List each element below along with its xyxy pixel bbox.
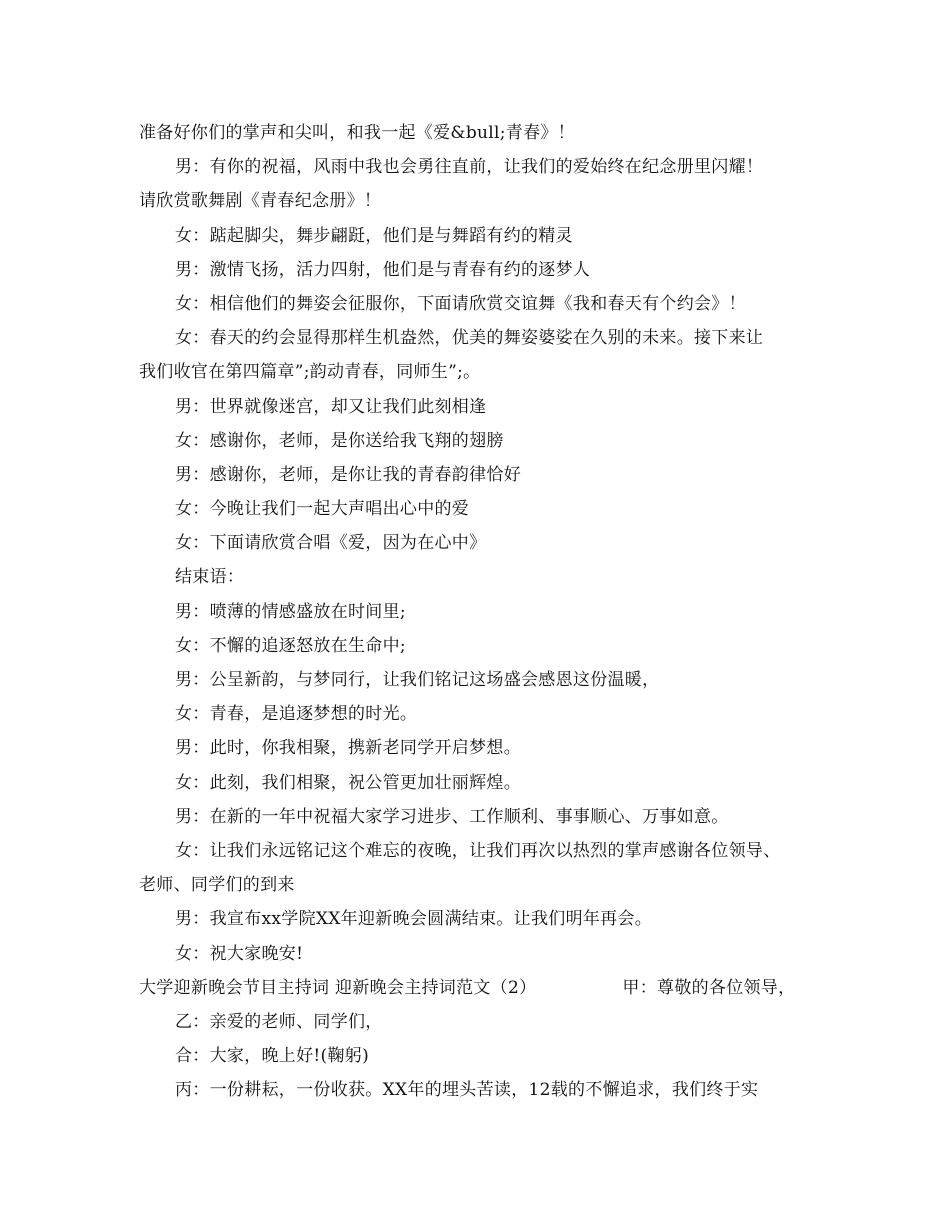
text-line: 我们收官在第四篇章”;韵动青春，同师生”;。 (139, 362, 481, 383)
text-line (139, 971, 829, 1005)
text-line: 女：让我们永远铭记这个难忘的夜晚，让我们再次以热烈的掌声感谢各位领导、 (175, 840, 781, 861)
article-title: 大学迎新晚会节目主持词 迎新晚会主持词范文（2） (139, 977, 537, 998)
text-line: 女：此刻，我们相聚，祝公管更加壮丽辉煌。 (175, 772, 521, 793)
text-line: 男：喷薄的情感盛放在时间里; (175, 601, 406, 622)
text-line: 乙：亲爱的老师、同学们， (175, 1011, 383, 1032)
text-line: 老师、同学们的到来 (139, 875, 295, 896)
text-line: 男：世界就像迷宫，却又让我们此刻相逢 (175, 396, 487, 417)
text-line: 男：感谢你，老师，是你让我的青春韵律恰好 (175, 464, 521, 485)
text-line: 女：相信他们的舞姿会征服你，下面请欣赏交谊舞《我和春天有个约会》！ (175, 293, 746, 314)
text-line: 男：此时，你我相聚，携新老同学开启梦想。 (175, 738, 521, 759)
text-line: 男：公呈新韵，与梦同行，让我们铭记这场盛会感恩这份温暖， (175, 670, 660, 690)
text-line: 女：今晚让我们一起大声唱出心中的爱 (175, 499, 470, 520)
text-line: 准备好你们的掌声和尖叫，和我一起《爱&bull;青春》！ (139, 123, 575, 143)
text-line: 请欣赏歌舞剧《青春纪念册》！ (139, 191, 382, 212)
text-line: 女：下面请欣赏合唱《爱，因为在心中》 (175, 533, 487, 554)
text-line: 女：祝大家晚安! (175, 943, 304, 964)
text-line: 男：有你的祝福，风雨中我也会勇往直前，让我们的爱始终在纪念册里闪耀！ (175, 157, 764, 178)
text-line: 女：青春，是追逐梦想的时光。 (175, 704, 418, 725)
document-body (139, 116, 829, 1107)
text-line: 女：春天的约会显得那样生机盎然，优美的舞姿婆娑在久别的未来。接下来让 (175, 328, 764, 349)
text-segment: 甲：尊敬的各位领导， (622, 977, 796, 998)
section-heading: 结束语： (175, 567, 245, 588)
text-line: 女：感谢你，老师，是你送给我飞翔的翅膀 (175, 430, 504, 451)
text-line: 丙：一份耕耘，一份收获。XX年的埋头苦读，12载的不懈追求，我们终于实 (175, 1080, 759, 1101)
text-line: 男：我宣布xx学院XX年迎新晚会圆满结束。让我们明年再会。 (175, 909, 653, 930)
text-line: 女：不懈的追逐怒放在生命中; (175, 635, 406, 656)
text-line: 女：踮起脚尖，舞步翩跹，他们是与舞蹈有约的精灵 (175, 225, 573, 246)
text-line: 男：激情飞扬，活力四射，他们是与青春有约的逐梦人 (175, 259, 591, 280)
text-line: 男：在新的一年中祝福大家学习进步、工作顺利、事事顺心、万事如意。 (175, 806, 729, 827)
text-line: 合：大家，晚上好!(鞠躬) (175, 1046, 369, 1067)
